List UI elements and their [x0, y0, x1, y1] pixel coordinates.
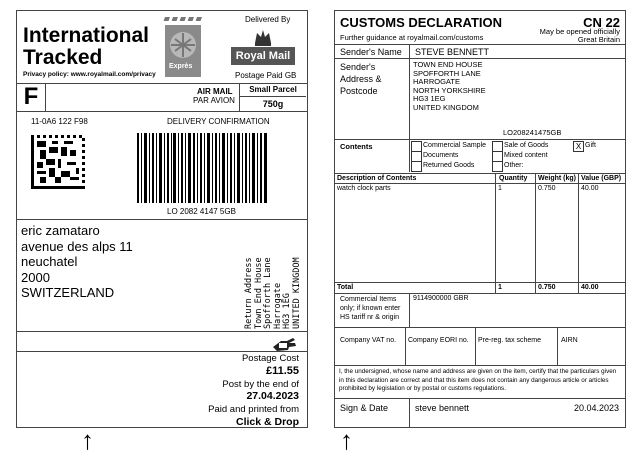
recipient-line: avenue des alps 11: [21, 238, 133, 254]
address-line: HARROGATE: [413, 77, 460, 87]
address-label-line: Address &: [340, 74, 382, 84]
service-title-line2: Tracked: [23, 46, 103, 69]
delivered-by: Delivered By: [245, 15, 291, 24]
return-address: [245, 239, 302, 329]
paid-printed-source: Click & Drop: [235, 415, 299, 428]
brand-badge: Royal Mail: [231, 47, 295, 65]
arrow-up-icon: ↑: [81, 425, 94, 455]
post-by-label: Post by the end of: [222, 378, 299, 390]
arrow-up-icon: ↑: [340, 425, 353, 455]
commercial-label-line: only; if known enter: [340, 305, 401, 312]
par-avion: PAR AVION: [193, 96, 235, 105]
total-label: Total: [337, 284, 354, 291]
return-line: HG3 1EG: [282, 293, 292, 329]
address-line: TOWN END HOUSE: [413, 60, 483, 69]
senders-name: STEVE BENNETT: [415, 47, 490, 57]
postage-info: [208, 354, 299, 428]
post-by-date: 27.04.2023: [246, 390, 299, 402]
tracking-number: LO 2082 4147 5GB: [167, 207, 236, 216]
may-open: May be opened officially: [539, 27, 620, 36]
express-stamp: [163, 17, 205, 79]
other-checkbox[interactable]: [492, 161, 503, 172]
return-line: UNITED KINGDOM: [291, 257, 302, 329]
country: Great Britain: [577, 35, 620, 44]
address-line: UNITED KINGDOM: [413, 102, 479, 112]
return-line: Return Address: [244, 257, 254, 329]
total-weight: 0.750: [538, 284, 556, 291]
address-label-line: Postcode: [340, 86, 378, 96]
parcel-type: Small Parcel: [239, 83, 306, 97]
tracking-barcode: [137, 133, 267, 203]
postage-cost: £11.55: [265, 364, 299, 377]
delivery-confirmation: DELIVERY CONFIRMATION: [167, 117, 270, 126]
shipping-label: [16, 10, 308, 428]
stamp-text: Exprès: [169, 63, 193, 70]
paid-printed-label: Paid and printed from: [208, 404, 299, 415]
customs-title: CUSTOMS DECLARATION: [340, 15, 503, 30]
sign-date: 20.04.2023: [573, 403, 619, 413]
total-value: 40.00: [581, 284, 599, 291]
airn-label: AIRN: [561, 337, 578, 344]
item-value: 40.00: [581, 185, 599, 192]
form-code: CN 22: [583, 15, 620, 30]
address-line: NORTH YORKSHIRE: [413, 85, 486, 95]
prereg-label: Pre-reg. tax scheme: [478, 337, 542, 344]
col-weight: Weight (kg): [538, 175, 576, 182]
col-quantity: Quantity: [499, 175, 528, 182]
commercial-label-line: Commercial Items: [340, 296, 397, 303]
eori-label: Company EORI no.: [408, 337, 469, 344]
senders-address: [413, 61, 486, 113]
postage-cost-label: Postage Cost: [241, 353, 299, 364]
signature: steve bennett: [415, 403, 470, 413]
commercial-sample-label: Commercial Sample: [423, 142, 487, 149]
contents-label: Contents: [340, 142, 373, 151]
total-quantity: 1: [498, 284, 502, 291]
royal-mail-logo: [231, 25, 295, 67]
col-description: Description of Contents: [337, 175, 417, 182]
recipient-line: 2000: [21, 269, 50, 285]
air-mail: AIR MAIL: [197, 87, 233, 96]
returned-goods-label: Returned Goods: [423, 162, 475, 169]
customs-declaration: [334, 10, 626, 428]
hs-tariff-value: 9114900000 GBR: [413, 295, 469, 302]
other-label: Other:: [504, 162, 524, 169]
postage-paid: Postage Paid GB: [235, 71, 297, 80]
returned-goods-checkbox[interactable]: [411, 161, 422, 172]
parcel-weight: 750g: [239, 97, 306, 111]
address-label-line: Sender's: [340, 62, 376, 72]
recipient-line: SWITZERLAND: [21, 285, 115, 300]
return-line: Spofforth Lane: [263, 257, 273, 329]
datamatrix-code: [31, 135, 85, 189]
return-line: Town End House: [253, 257, 264, 329]
vat-label: Company VAT no.: [340, 337, 397, 344]
reference-code: 11-0A6 122 F98: [31, 117, 88, 126]
service-title-line1: International: [23, 24, 150, 47]
item-weight: 0.750: [538, 185, 556, 192]
item-description: watch clock parts: [337, 185, 391, 192]
col-value: Value (GBP): [581, 175, 622, 182]
address-line: SPOFFORTH LANE: [413, 68, 481, 78]
format-letter: F: [23, 83, 39, 110]
recipient-line: neuchatel: [21, 254, 78, 269]
documents-label: Documents: [423, 152, 459, 159]
recipient-line: eric zamataro: [21, 223, 100, 238]
commercial-label-line: HS tariff nr & origin: [340, 314, 400, 321]
commercial-items-label: [340, 295, 400, 322]
recipient-address: [21, 223, 133, 301]
mixed-content-label: Mixed content: [504, 152, 548, 159]
return-line: Harrogate: [272, 282, 283, 329]
may-open-text: [540, 28, 620, 44]
crown-icon: [231, 25, 295, 47]
sale-of-goods-label: Sale of Goods: [504, 142, 549, 149]
service-title: [23, 25, 149, 69]
item-quantity: 1: [498, 185, 502, 192]
senders-name-label: Sender's Name: [340, 47, 402, 57]
address-line: HG3 1EG: [413, 94, 446, 104]
senders-address-label: [340, 61, 382, 97]
declaration-text: I, the undersigned, whose name and address are given on the item, certify that the particulars given in this declaration are correct and that this item does not contain any dangerous article or articles prohibited by legislation or by postal or customs regulations.: [339, 368, 617, 393]
gift-label: Gift: [585, 142, 596, 149]
privacy-text: Privacy policy: www.royalmail.com/privacy: [23, 71, 156, 78]
gift-checkbox[interactable]: X: [573, 141, 584, 152]
guidance-text: Further guidance at royalmail.com/customs: [340, 33, 484, 42]
sign-date-label: Sign & Date: [340, 403, 389, 413]
item-reference: LO208241475GB: [503, 128, 562, 137]
